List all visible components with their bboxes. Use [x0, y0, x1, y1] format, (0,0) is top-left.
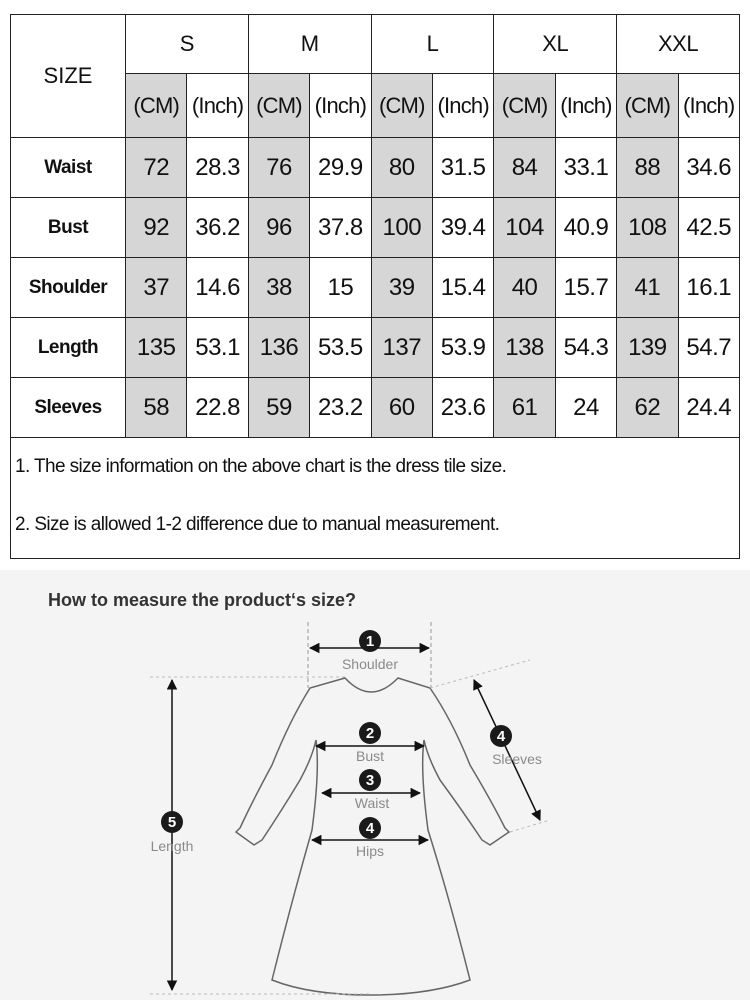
note-2: 2. Size is allowed 1-2 difference due to manual measurement.: [15, 514, 500, 535]
table-cell: 23.6: [432, 378, 493, 438]
table-cell: 138: [494, 318, 555, 378]
length-label: Length: [150, 838, 194, 854]
unit-header-cm: (CM): [494, 74, 555, 138]
table-cell: 39.4: [432, 198, 493, 258]
row-label: Shoulder: [11, 258, 126, 318]
length-badge: 5: [167, 814, 177, 831]
table-cell: 92: [126, 198, 187, 258]
table-cell: 41: [617, 258, 678, 318]
table-cell: 36.2: [187, 198, 248, 258]
unit-header-inch: (Inch): [555, 74, 616, 138]
table-cell: 22.8: [187, 378, 248, 438]
table-cell: 135: [126, 318, 187, 378]
table-cell: 139: [617, 318, 678, 378]
table-cell: 53.1: [187, 318, 248, 378]
measure-title: How to measure the product‘s size?: [48, 590, 357, 610]
table-row: [11, 138, 740, 198]
shoulder-label: Shoulder: [341, 656, 399, 672]
table-cell: 72: [126, 138, 187, 198]
table-cell: 84: [494, 138, 555, 198]
size-header-m: M: [248, 15, 371, 74]
table-cell: 31.5: [432, 138, 493, 198]
size-header-xl: XL: [494, 15, 617, 74]
row-label: Waist: [11, 138, 126, 198]
table-cell: 137: [371, 318, 432, 378]
table-cell: 29.9: [310, 138, 371, 198]
table-cell: 108: [617, 198, 678, 258]
unit-header-inch: (Inch): [187, 74, 248, 138]
table-cell: 40: [494, 258, 555, 318]
measure-guide: [0, 570, 750, 1000]
sleeves-label: Sleeves: [492, 751, 542, 767]
table-cell: 104: [494, 198, 555, 258]
waist-badge: 3: [365, 772, 375, 789]
table-cell: 80: [371, 138, 432, 198]
row-label: Length: [11, 318, 126, 378]
table-row: [11, 258, 740, 318]
table-cell: 59: [248, 378, 309, 438]
table-cell: 15.4: [432, 258, 493, 318]
table-cell: 33.1: [555, 138, 616, 198]
bust-badge: 2: [365, 725, 375, 742]
table-cell: 88: [617, 138, 678, 198]
table-cell: 23.2: [310, 378, 371, 438]
table-cell: 100: [371, 198, 432, 258]
table-row: [11, 198, 740, 258]
table-cell: 34.6: [678, 138, 739, 198]
unit-header-cm: (CM): [126, 74, 187, 138]
table-cell: 28.3: [187, 138, 248, 198]
notes-cell: [11, 438, 740, 559]
table-cell: 37.8: [310, 198, 371, 258]
table-cell: 38: [248, 258, 309, 318]
table-cell: 16.1: [678, 258, 739, 318]
table-cell: 54.3: [555, 318, 616, 378]
hips-badge: 4: [365, 820, 375, 837]
table-cell: 58: [126, 378, 187, 438]
size-header-l: L: [371, 15, 494, 74]
bust-label: Bust: [355, 748, 385, 764]
table-cell: 15.7: [555, 258, 616, 318]
hips-label: Hips: [355, 843, 385, 859]
size-header-s: S: [126, 15, 249, 74]
waist-label: Waist: [354, 795, 390, 811]
table-cell: 39: [371, 258, 432, 318]
table-cell: 14.6: [187, 258, 248, 318]
unit-header-inch: (Inch): [310, 74, 371, 138]
table-cell: 136: [248, 318, 309, 378]
table-cell: 15: [310, 258, 371, 318]
table-cell: 60: [371, 378, 432, 438]
row-label: Sleeves: [11, 378, 126, 438]
shoulder-badge: 1: [365, 633, 375, 650]
unit-header-inch: (Inch): [432, 74, 493, 138]
size-corner-label: SIZE: [11, 15, 126, 138]
table-cell: 40.9: [555, 198, 616, 258]
table-cell: 62: [617, 378, 678, 438]
size-header-xxl: XXL: [617, 15, 740, 74]
table-cell: 53.5: [310, 318, 371, 378]
table-cell: 24.4: [678, 378, 739, 438]
dress-diagram: [0, 570, 750, 1000]
unit-header-cm: (CM): [248, 74, 309, 138]
size-chart-table: [10, 14, 740, 559]
sleeves-badge: 4: [496, 728, 506, 745]
row-label: Bust: [11, 198, 126, 258]
note-1: 1. The size information on the above chart is the dress tile size.: [15, 456, 507, 477]
unit-header-cm: (CM): [371, 74, 432, 138]
table-cell: 76: [248, 138, 309, 198]
sleeves-label-group: [490, 725, 542, 767]
table-cell: 24: [555, 378, 616, 438]
table-cell: 54.7: [678, 318, 739, 378]
table-row: [11, 318, 740, 378]
length-label-group: [151, 811, 194, 854]
shoulder-label-group: [342, 630, 398, 672]
table-cell: 61: [494, 378, 555, 438]
unit-header-inch: (Inch): [678, 74, 739, 138]
table-cell: 53.9: [432, 318, 493, 378]
table-row: [11, 378, 740, 438]
table-cell: 42.5: [678, 198, 739, 258]
unit-header-cm: (CM): [617, 74, 678, 138]
table-cell: 37: [126, 258, 187, 318]
table-cell: 96: [248, 198, 309, 258]
